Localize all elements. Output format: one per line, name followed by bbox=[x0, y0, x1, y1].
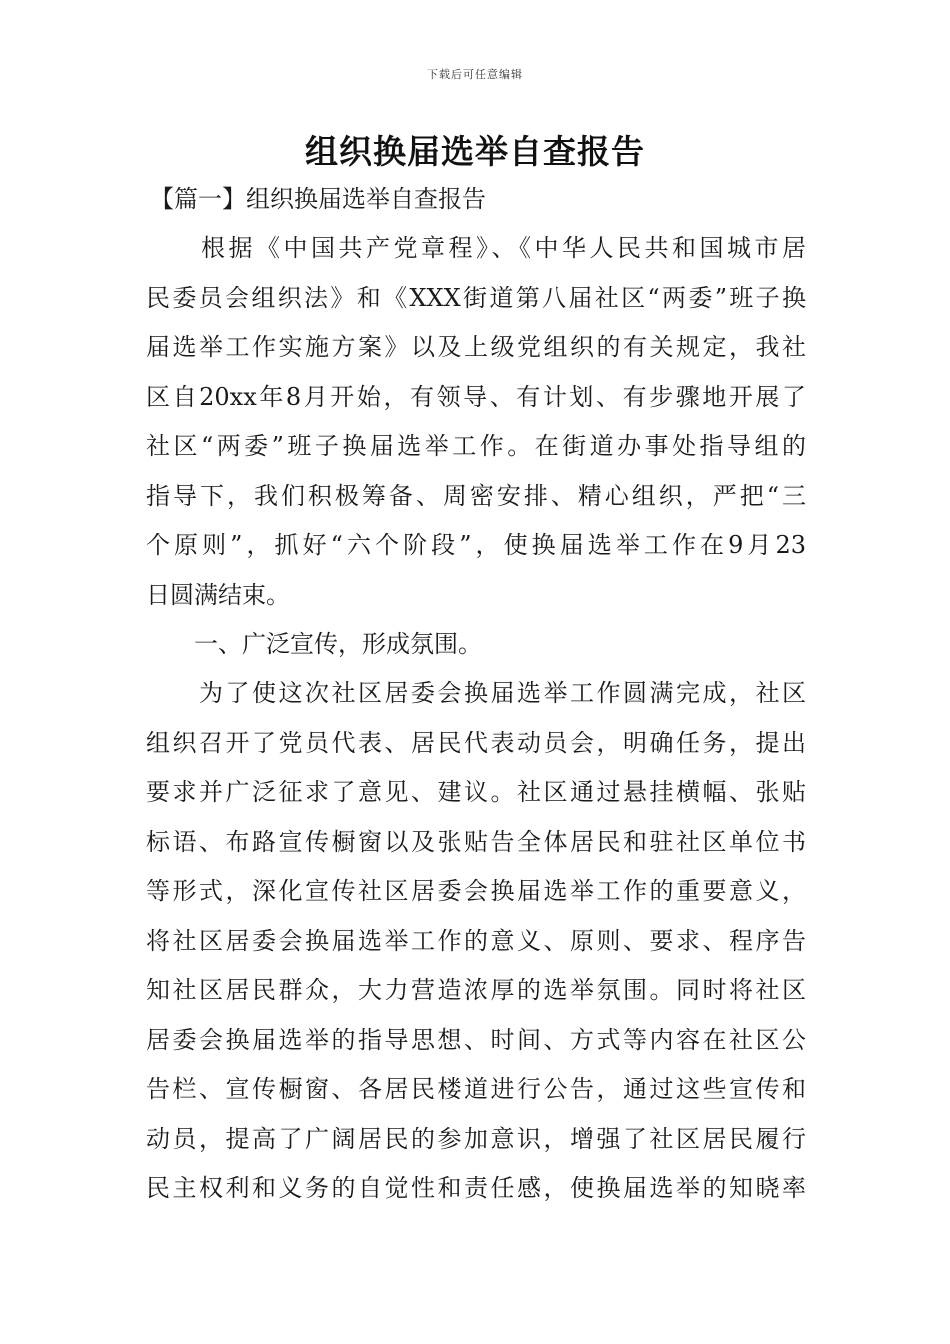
paragraph-line: 区自20xx年8月开始，有领导、有计划、有步骤地开展了 bbox=[146, 382, 806, 411]
paragraph-line: 为了使这次社区居委会换届选举工作圆满完成，社区 bbox=[146, 679, 806, 707]
paragraph-1 bbox=[146, 224, 806, 620]
section-heading: 【篇一】组织换届选举自查报告 bbox=[150, 185, 486, 213]
paragraph-line: 个原则”，抓好“六个阶段”，使换届选举工作在9月23 bbox=[146, 531, 806, 559]
paragraph-line: 组织召开了党员代表、居民代表动员会，明确任务，提出 bbox=[146, 728, 806, 757]
paragraph-line: 根据《中国共产党章程》、《中华人民共和国城市居 bbox=[146, 234, 806, 262]
paragraph-line: 指导下，我们积极筹备、周密安排、精心组织，严把“三 bbox=[146, 481, 806, 510]
subheading-1 bbox=[146, 620, 806, 670]
paragraph-line: 告栏、宣传橱窗、各居民楼道进行公告，通过这些宣传和 bbox=[146, 1075, 806, 1103]
paragraph-2 bbox=[146, 669, 806, 1214]
paragraph-line: 社区“两委”班子换届选举工作。在街道办事处指导组的 bbox=[146, 432, 806, 460]
paragraph-line: 标语、布路宣传橱窗以及张贴告全体居民和驻社区单位书 bbox=[146, 827, 806, 856]
header-note: 下载后可任意编辑 bbox=[427, 68, 523, 81]
paragraph-line: 等形式，深化宣传社区居委会换届选举工作的重要意义， bbox=[146, 877, 806, 905]
paragraph-line: 民主权利和义务的自觉性和责任感，使换届选举的知晓率 bbox=[146, 1174, 806, 1202]
paragraph-line: 将社区居委会换届选举工作的意义、原则、要求、程序告 bbox=[146, 926, 806, 955]
paragraph-line: 要求并广泛征求了意见、建议。社区通过悬挂横幅、张贴 bbox=[146, 778, 806, 806]
subheading-line: 一、广泛宣传，形成氛围。 bbox=[146, 630, 482, 658]
paragraph-line: 日圆满结束。 bbox=[146, 580, 290, 609]
paragraph-line: 知社区居民群众，大力营造浓厚的选举氛围。同时将社区 bbox=[146, 976, 806, 1004]
paragraph-line: 民委员会组织法》和《XXX街道第八届社区“两委”班子换 bbox=[146, 283, 806, 312]
paragraph-line: 居委会换届选举的指导思想、时间、方式等内容在社区公 bbox=[146, 1025, 806, 1054]
document-title: 组织换届选举自查报告 bbox=[305, 132, 645, 171]
paragraph-line: 届选举工作实施方案》以及上级党组织的有关规定，我社 bbox=[146, 333, 806, 361]
paragraph-line: 动员，提高了广阔居民的参加意识，增强了社区居民履行 bbox=[146, 1124, 806, 1153]
